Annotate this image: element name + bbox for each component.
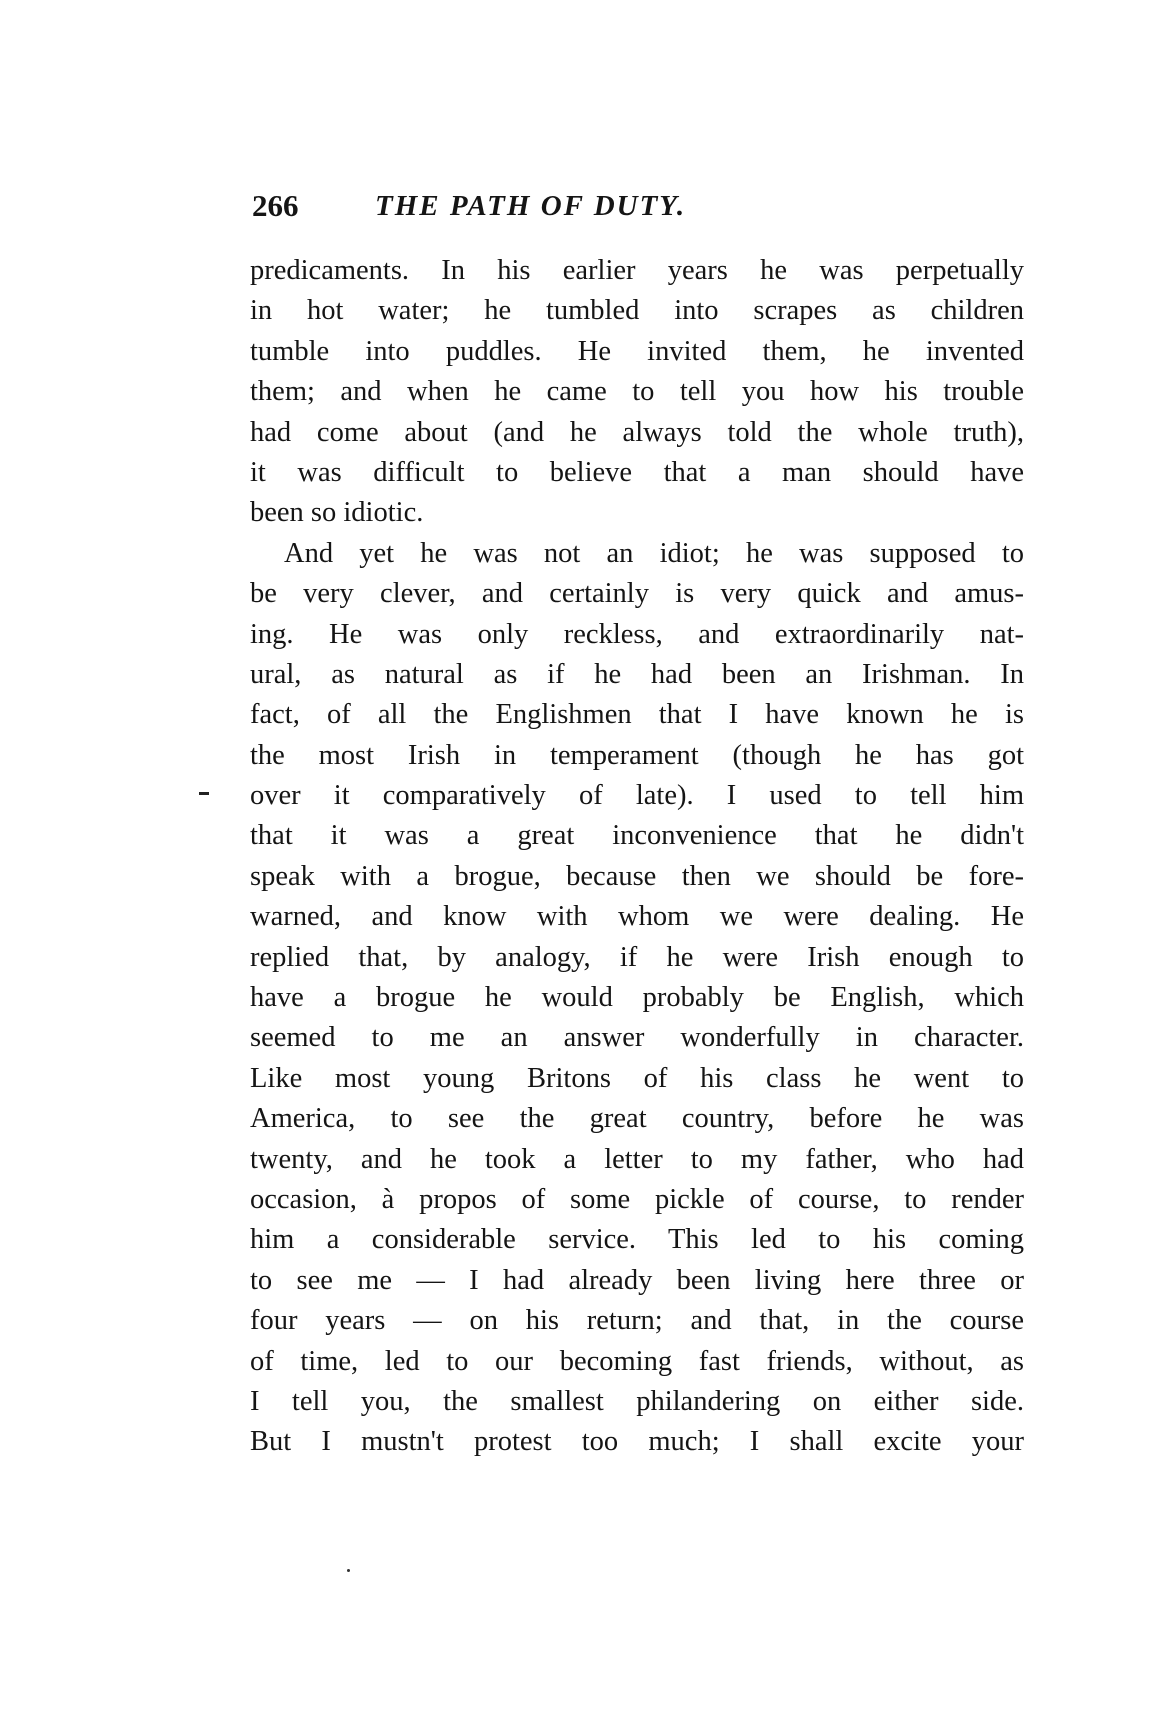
margin-mark bbox=[199, 792, 209, 795]
paragraph bbox=[250, 534, 1024, 1463]
text-line: of time, led to our becoming fast friends, without, as bbox=[250, 1345, 1024, 1377]
text-line: four years — on his return; and that, in the course bbox=[250, 1305, 1024, 1337]
text-line: that it was a great inconvenience that he didn't bbox=[250, 820, 1024, 852]
page-header bbox=[252, 186, 1024, 234]
text-line: the most Irish in temperament (though he has got bbox=[250, 739, 1024, 771]
running-title: THE PATH OF DUTY. bbox=[375, 190, 687, 222]
text-line: in hot water; he tumbled into scrapes as children bbox=[250, 295, 1024, 327]
text-line: been so idiotic. bbox=[250, 497, 424, 529]
text-line: seemed to me an answer wonderfully in character. bbox=[250, 1022, 1024, 1054]
text-line: Like most young Britons of his class he went to bbox=[250, 1062, 1024, 1094]
text-line: tumble into puddles. He invited them, he invented bbox=[250, 335, 1024, 367]
text-line: predicaments. In his earlier years he was perpetually bbox=[250, 255, 1024, 286]
text-line: it was difficult to believe that a man should have bbox=[250, 456, 1024, 488]
text-line: had come about (and he always told the whole truth), bbox=[250, 416, 1024, 448]
text-line: him a considerable service. This led to his coming bbox=[250, 1224, 1024, 1256]
text-line: But I mustn't protest too much; I shall excite your bbox=[250, 1426, 1024, 1458]
text-line: speak with a brogue, because then we should be fore- bbox=[250, 860, 1024, 892]
paragraph bbox=[250, 251, 1024, 534]
text-line: I tell you, the smallest philandering on either side. bbox=[250, 1385, 1024, 1417]
text-line: America, to see the great country, before he was bbox=[250, 1103, 1024, 1135]
text-line: And yet he was not an idiot; he was supposed to bbox=[284, 537, 1024, 569]
text-line: replied that, by analogy, if he were Irish enough to bbox=[250, 941, 1024, 973]
text-line: occasion, à propos of some pickle of course, to render bbox=[250, 1183, 1024, 1215]
scan-speck bbox=[347, 1569, 350, 1572]
text-line: over it comparatively of late). I used to tell him bbox=[250, 780, 1024, 812]
text-line: ural, as natural as if he had been an Irishman. In bbox=[250, 658, 1024, 690]
text-line: warned, and know with whom we were dealing. He bbox=[250, 901, 1024, 933]
text-line: have a brogue he would probably be English, which bbox=[250, 982, 1024, 1014]
text-line: them; and when he came to tell you how his trouble bbox=[250, 376, 1024, 408]
text-line: to see me — I had already been living here three or bbox=[250, 1264, 1024, 1296]
text-line: twenty, and he took a letter to my father, who had bbox=[250, 1143, 1024, 1175]
text-line: be very clever, and certainly is very quick and amus- bbox=[250, 578, 1024, 610]
text-line: ing. He was only reckless, and extraordinarily nat- bbox=[250, 618, 1024, 650]
text-line: fact, of all the Englishmen that I have known he is bbox=[250, 699, 1024, 731]
page-number: 266 bbox=[252, 188, 299, 223]
body-text bbox=[250, 251, 1024, 1463]
